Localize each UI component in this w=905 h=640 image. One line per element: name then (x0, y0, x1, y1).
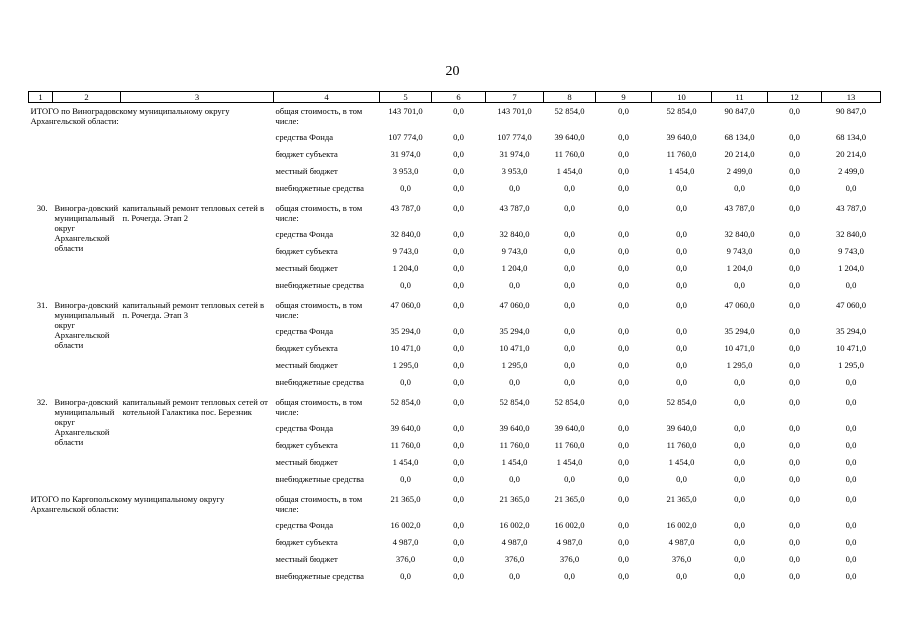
amount-cell: 0,0 (789, 440, 800, 450)
amount-cell: 107 774,0 (497, 132, 532, 142)
amount-cell: 52 854,0 (666, 397, 697, 407)
funding-source-label: средства Фонда (275, 132, 334, 142)
amount-cell: 0,0 (400, 183, 411, 193)
amount-cell: 11 760,0 (554, 440, 585, 450)
total-title: ИТОГО по Виноградовскому муниципальному округу Архангельской области: (30, 106, 230, 126)
amount-cell: 0,0 (400, 571, 411, 581)
amount-cell: 0,0 (564, 183, 575, 193)
amount-cell: 35 294,0 (835, 326, 867, 336)
amount-cell: 376,0 (559, 554, 580, 564)
amount-cell: 143 701,0 (388, 106, 423, 116)
amount-cell: 0,0 (564, 280, 575, 290)
amount-cell: 68 134,0 (835, 132, 867, 142)
funding-source-label: средства Фонда (275, 326, 334, 336)
amount-cell: 0,0 (618, 343, 629, 353)
funding-source-label: бюджет субъекта (275, 537, 338, 547)
amount-cell: 90 847,0 (724, 106, 755, 116)
amount-cell: 0,0 (676, 280, 687, 290)
funding-source-label: бюджет субъекта (275, 343, 338, 353)
amount-cell: 0,0 (789, 203, 800, 213)
amount-cell: 32 840,0 (835, 229, 867, 239)
amount-cell: 0,0 (789, 149, 800, 159)
project-description: капитальный ремонт тепловых сетей от котельной Галактика пос. Березник (122, 397, 268, 417)
amount-cell: 0,0 (845, 571, 857, 581)
amount-cell: 16 002,0 (499, 520, 530, 530)
column-header: 13 (822, 92, 881, 103)
amount-cell: 35 294,0 (724, 326, 755, 336)
amount-cell: 9 743,0 (838, 246, 864, 256)
amount-cell: 0,0 (453, 263, 464, 273)
amount-cell: 10 471,0 (724, 343, 755, 353)
amount-cell: 1 454,0 (556, 166, 583, 176)
amount-cell: 35 294,0 (390, 326, 421, 336)
amount-cell: 43 787,0 (835, 203, 867, 213)
amount-cell: 0,0 (453, 397, 464, 407)
amount-cell: 0,0 (618, 166, 629, 176)
amount-cell: 1 295,0 (501, 360, 528, 370)
amount-cell: 0,0 (618, 360, 629, 370)
amount-cell: 376,0 (671, 554, 692, 564)
funding-source-label: общая стоимость, в том числе: (275, 203, 363, 223)
amount-cell: 0,0 (618, 554, 629, 564)
amount-cell: 21 365,0 (390, 494, 421, 504)
amount-cell: 0,0 (453, 343, 464, 353)
amount-cell: 0,0 (453, 246, 464, 256)
amount-cell: 0,0 (618, 537, 629, 547)
amount-cell: 0,0 (789, 571, 800, 581)
amount-cell: 0,0 (845, 397, 857, 407)
amount-cell: 0,0 (789, 183, 800, 193)
amount-cell: 0,0 (564, 474, 575, 484)
amount-cell: 0,0 (676, 474, 687, 484)
amount-cell: 39 640,0 (554, 132, 585, 142)
amount-cell: 0,0 (564, 229, 575, 239)
amount-cell: 32 840,0 (390, 229, 421, 239)
amount-cell: 21 365,0 (666, 494, 697, 504)
amount-cell: 1 454,0 (668, 457, 695, 467)
funding-source-label: средства Фонда (275, 520, 334, 530)
amount-cell: 1 454,0 (556, 457, 583, 467)
amount-cell: 47 060,0 (390, 300, 421, 310)
amount-cell: 20 214,0 (724, 149, 755, 159)
amount-cell: 0,0 (789, 246, 800, 256)
amount-cell: 39 640,0 (499, 423, 530, 433)
amount-cell: 21 365,0 (499, 494, 530, 504)
amount-cell: 0,0 (453, 203, 464, 213)
amount-cell: 0,0 (789, 106, 800, 116)
total-row (29, 103, 881, 133)
item-row (29, 297, 881, 326)
amount-cell: 0,0 (509, 280, 520, 290)
item-number: 31. (36, 300, 48, 310)
amount-cell: 0,0 (453, 474, 464, 484)
amount-cell: 0,0 (453, 280, 464, 290)
amount-cell: 0,0 (564, 377, 575, 387)
amount-cell: 31 974,0 (390, 149, 421, 159)
amount-cell: 0,0 (618, 263, 629, 273)
amount-cell: 0,0 (453, 360, 464, 370)
funding-source-label: местный бюджет (275, 263, 338, 273)
column-header: 7 (486, 92, 544, 103)
amount-cell: 0,0 (845, 440, 857, 450)
amount-cell: 0,0 (789, 229, 800, 239)
amount-cell: 0,0 (734, 377, 745, 387)
amount-cell: 0,0 (453, 106, 464, 116)
amount-cell: 0,0 (618, 474, 629, 484)
amount-cell: 0,0 (453, 149, 464, 159)
amount-cell: 0,0 (734, 494, 745, 504)
amount-cell: 0,0 (453, 166, 464, 176)
funding-source-label: бюджет субъекта (275, 440, 338, 450)
page-number: 20 (445, 64, 460, 79)
amount-cell: 0,0 (400, 474, 411, 484)
amount-cell: 0,0 (676, 229, 687, 239)
amount-cell: 11 760,0 (666, 440, 697, 450)
amount-cell: 0,0 (789, 423, 800, 433)
amount-cell: 0,0 (734, 520, 745, 530)
item-row (29, 394, 881, 423)
amount-cell: 0,0 (734, 440, 745, 450)
amount-cell: 0,0 (676, 203, 687, 213)
amount-cell: 0,0 (789, 474, 800, 484)
column-number-header (29, 92, 881, 103)
funding-source-label: внебюджетные средства (275, 377, 364, 387)
amount-cell: 0,0 (789, 520, 800, 530)
amount-cell: 143 701,0 (497, 106, 532, 116)
amount-cell: 0,0 (789, 280, 800, 290)
amount-cell: 39 640,0 (554, 423, 585, 433)
amount-cell: 0,0 (618, 280, 629, 290)
funding-source-label: местный бюджет (275, 554, 338, 564)
amount-cell: 0,0 (618, 397, 629, 407)
amount-cell: 0,0 (453, 457, 464, 467)
amount-cell: 9 743,0 (501, 246, 528, 256)
funding-source-label: средства Фонда (275, 423, 334, 433)
funding-source-label: общая стоимость, в том числе: (275, 106, 363, 126)
amount-cell: 0,0 (453, 326, 464, 336)
amount-cell: 0,0 (734, 537, 745, 547)
amount-cell: 0,0 (564, 571, 575, 581)
amount-cell: 2 499,0 (726, 166, 753, 176)
amount-cell: 16 002,0 (390, 520, 421, 530)
amount-cell: 9 743,0 (392, 246, 419, 256)
amount-cell: 0,0 (564, 263, 575, 273)
amount-cell: 0,0 (509, 474, 520, 484)
amount-cell: 0,0 (618, 132, 629, 142)
amount-cell: 0,0 (676, 571, 687, 581)
column-header: 9 (596, 92, 652, 103)
amount-cell: 0,0 (845, 520, 857, 530)
amount-cell: 0,0 (453, 132, 464, 142)
amount-cell: 0,0 (453, 229, 464, 239)
amount-cell: 0,0 (845, 474, 857, 484)
amount-cell: 0,0 (453, 423, 464, 433)
amount-cell: 0,0 (564, 203, 575, 213)
amount-cell: 4 987,0 (556, 537, 583, 547)
column-header: 11 (712, 92, 768, 103)
amount-cell: 4 987,0 (501, 537, 528, 547)
amount-cell: 0,0 (734, 423, 745, 433)
amount-cell: 0,0 (845, 494, 857, 504)
funding-source-label: средства Фонда (275, 229, 334, 239)
total-row (29, 491, 881, 520)
column-header: 5 (380, 92, 432, 103)
amount-cell: 35 294,0 (499, 326, 530, 336)
funding-source-label: общая стоимость, в том числе: (275, 397, 363, 417)
amount-cell: 9 743,0 (726, 246, 753, 256)
funding-source-label: общая стоимость, в том числе: (275, 494, 363, 514)
amount-cell: 0,0 (676, 343, 687, 353)
amount-cell: 1 454,0 (392, 457, 419, 467)
amount-cell: 0,0 (618, 457, 629, 467)
amount-cell: 0,0 (453, 571, 464, 581)
project-description: капитальный ремонт тепловых сетей в п. Рочегда. Этап 2 (122, 203, 265, 223)
amount-cell: 0,0 (676, 326, 687, 336)
amount-cell: 43 787,0 (724, 203, 755, 213)
amount-cell: 0,0 (618, 246, 629, 256)
amount-cell: 0,0 (676, 263, 687, 273)
amount-cell: 0,0 (509, 571, 520, 581)
municipality-name: Виногра-довский муниципальный округ Архангельской области (54, 203, 119, 253)
amount-cell: 376,0 (395, 554, 416, 564)
amount-cell: 11 760,0 (390, 440, 421, 450)
amount-cell: 0,0 (789, 166, 800, 176)
total-title: ИТОГО по Каргопольскому муниципальному округу Архангельской области: (30, 494, 225, 514)
funding-source-label: бюджет субъекта (275, 246, 338, 256)
amount-cell: 52 854,0 (499, 397, 530, 407)
column-header: 2 (53, 92, 121, 103)
amount-cell: 32 840,0 (724, 229, 755, 239)
amount-cell: 107 774,0 (388, 132, 423, 142)
column-header: 12 (768, 92, 822, 103)
amount-cell: 11 760,0 (554, 149, 585, 159)
amount-cell: 0,0 (618, 203, 629, 213)
amount-cell: 68 134,0 (724, 132, 755, 142)
amount-cell: 0,0 (400, 377, 411, 387)
amount-cell: 0,0 (676, 246, 687, 256)
amount-cell: 0,0 (845, 423, 857, 433)
amount-cell: 31 974,0 (499, 149, 530, 159)
amount-cell: 47 060,0 (724, 300, 755, 310)
amount-cell: 1 454,0 (501, 457, 528, 467)
amount-cell: 0,0 (564, 326, 575, 336)
funding-source-label: общая стоимость, в том числе: (275, 300, 363, 320)
amount-cell: 1 295,0 (726, 360, 753, 370)
amount-cell: 10 471,0 (499, 343, 530, 353)
table-body (29, 103, 881, 589)
amount-cell: 52 854,0 (554, 106, 585, 116)
amount-cell: 1 454,0 (668, 166, 695, 176)
amount-cell: 0,0 (564, 300, 575, 310)
amount-cell: 39 640,0 (666, 132, 697, 142)
amount-cell: 0,0 (564, 360, 575, 370)
amount-cell: 0,0 (676, 360, 687, 370)
column-header: 3 (121, 92, 274, 103)
project-description: капитальный ремонт тепловых сетей в п. Рочегда. Этап 3 (122, 300, 265, 320)
amount-cell: 52 854,0 (666, 106, 697, 116)
amount-cell: 10 471,0 (835, 343, 867, 353)
amount-cell: 0,0 (734, 280, 745, 290)
amount-cell: 21 365,0 (554, 494, 585, 504)
amount-cell: 1 204,0 (726, 263, 753, 273)
amount-cell: 0,0 (734, 457, 745, 467)
amount-cell: 0,0 (789, 132, 800, 142)
amount-cell: 90 847,0 (835, 106, 867, 116)
amount-cell: 16 002,0 (554, 520, 585, 530)
amount-cell: 0,0 (618, 494, 629, 504)
funding-source-label: местный бюджет (275, 166, 338, 176)
amount-cell: 52 854,0 (554, 397, 585, 407)
amount-cell: 0,0 (845, 537, 857, 547)
amount-cell: 3 953,0 (392, 166, 419, 176)
amount-cell: 376,0 (504, 554, 525, 564)
amount-cell: 52 854,0 (390, 397, 421, 407)
amount-cell: 0,0 (734, 183, 745, 193)
amount-cell: 0,0 (618, 440, 629, 450)
amount-cell: 0,0 (564, 343, 575, 353)
amount-cell: 3 953,0 (501, 166, 528, 176)
municipality-name: Виногра-довский муниципальный округ Архангельской области (54, 300, 119, 350)
amount-cell: 43 787,0 (390, 203, 421, 213)
amount-cell: 47 060,0 (499, 300, 530, 310)
amount-cell: 0,0 (618, 571, 629, 581)
amount-cell: 0,0 (734, 397, 745, 407)
amount-cell: 1 295,0 (838, 360, 864, 370)
amount-cell: 0,0 (676, 377, 687, 387)
funding-source-label: местный бюджет (275, 457, 338, 467)
amount-cell: 16 002,0 (666, 520, 697, 530)
amount-cell: 0,0 (453, 537, 464, 547)
amount-cell: 1 204,0 (838, 263, 864, 273)
amount-cell: 0,0 (509, 377, 520, 387)
amount-cell: 4 987,0 (668, 537, 695, 547)
funding-source-label: внебюджетные средства (275, 474, 364, 484)
amount-cell: 0,0 (618, 106, 629, 116)
amount-cell: 0,0 (789, 537, 800, 547)
amount-cell: 11 760,0 (666, 149, 697, 159)
amount-cell: 0,0 (618, 377, 629, 387)
amount-cell: 0,0 (453, 494, 464, 504)
amount-cell: 0,0 (789, 343, 800, 353)
amount-cell: 0,0 (845, 554, 857, 564)
funding-source-label: местный бюджет (275, 360, 338, 370)
amount-cell: 0,0 (453, 440, 464, 450)
amount-cell: 0,0 (453, 377, 464, 387)
amount-cell: 0,0 (789, 360, 800, 370)
amount-cell: 2 499,0 (838, 166, 864, 176)
amount-cell: 0,0 (564, 246, 575, 256)
amount-cell: 0,0 (400, 280, 411, 290)
amount-cell: 0,0 (618, 300, 629, 310)
amount-cell: 0,0 (618, 183, 629, 193)
amount-cell: 0,0 (734, 554, 745, 564)
column-header: 8 (544, 92, 596, 103)
amount-cell: 0,0 (618, 520, 629, 530)
amount-cell: 0,0 (676, 183, 687, 193)
column-header: 10 (652, 92, 712, 103)
amount-cell: 0,0 (453, 183, 464, 193)
amount-cell: 0,0 (789, 457, 800, 467)
amount-cell: 0,0 (453, 554, 464, 564)
amount-cell: 10 471,0 (390, 343, 421, 353)
municipality-name: Виногра-довский муниципальный округ Архангельской области (54, 397, 119, 447)
amount-cell: 39 640,0 (666, 423, 697, 433)
item-number: 32. (36, 397, 48, 407)
amount-cell: 0,0 (789, 554, 800, 564)
amount-cell: 0,0 (734, 571, 745, 581)
amount-cell: 1 204,0 (501, 263, 528, 273)
amount-cell: 0,0 (789, 494, 800, 504)
amount-cell: 0,0 (618, 326, 629, 336)
funding-source-label: внебюджетные средства (275, 183, 364, 193)
amount-cell: 0,0 (453, 300, 464, 310)
amount-cell: 1 295,0 (392, 360, 419, 370)
amount-cell: 0,0 (845, 280, 857, 290)
amount-cell: 0,0 (789, 300, 800, 310)
amount-cell: 20 214,0 (835, 149, 867, 159)
amount-cell: 0,0 (789, 377, 800, 387)
item-number: 30. (36, 203, 48, 213)
amount-cell: 0,0 (618, 229, 629, 239)
amount-cell: 11 760,0 (499, 440, 530, 450)
column-header: 1 (29, 92, 53, 103)
amount-cell: 1 204,0 (392, 263, 419, 273)
amount-cell: 43 787,0 (499, 203, 530, 213)
item-row (29, 200, 881, 229)
amount-cell: 47 060,0 (835, 300, 867, 310)
column-header: 4 (274, 92, 380, 103)
amount-cell: 0,0 (453, 520, 464, 530)
funding-source-label: внебюджетные средства (275, 571, 364, 581)
amount-cell: 39 640,0 (390, 423, 421, 433)
column-header: 6 (432, 92, 486, 103)
amount-cell: 0,0 (845, 377, 857, 387)
amount-cell: 0,0 (789, 263, 800, 273)
funding-source-label: внебюджетные средства (275, 280, 364, 290)
amount-cell: 0,0 (509, 183, 520, 193)
amount-cell: 0,0 (618, 149, 629, 159)
funding-source-label: бюджет субъекта (275, 149, 338, 159)
amount-cell: 0,0 (676, 300, 687, 310)
amount-cell: 0,0 (789, 326, 800, 336)
amount-cell: 0,0 (845, 457, 857, 467)
amount-cell: 4 987,0 (392, 537, 419, 547)
budget-table (28, 91, 881, 588)
amount-cell: 0,0 (789, 397, 800, 407)
amount-cell: 0,0 (845, 183, 857, 193)
amount-cell: 32 840,0 (499, 229, 530, 239)
amount-cell: 0,0 (734, 474, 745, 484)
amount-cell: 0,0 (618, 423, 629, 433)
